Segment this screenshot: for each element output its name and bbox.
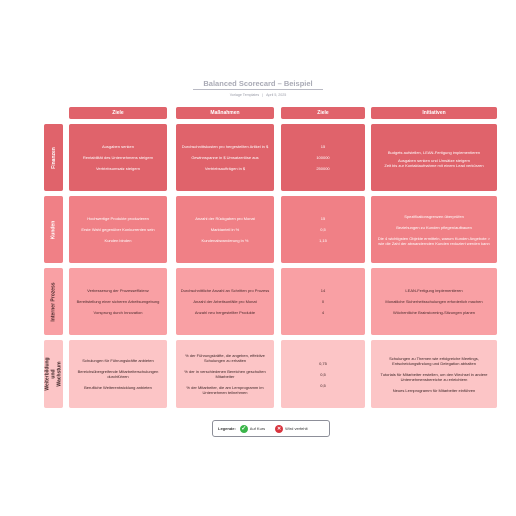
page-title: Balanced Scorecard – Beispiel [193, 79, 322, 90]
list-item: Vertriebsumsatz steigern [95, 166, 141, 171]
title-block [0, 73, 516, 97]
list-item: Ausgaben senken und Umsätze steigern [397, 158, 471, 163]
list-item: Anzahl der Arbeitsunfälle pro Monat [193, 299, 257, 304]
cell-intern-massnahmen [176, 268, 274, 335]
list-item: % der Mitarbeiter, die am Lernprogramm im Unternehmen teilnehmen [186, 385, 264, 395]
list-item: % der Führungskräfte, die angeben, effektive Schulungen zu erhalten [185, 353, 265, 363]
header-massnahmen: Maßnahmen [176, 107, 274, 119]
cell-kunden-massnahmen [176, 196, 274, 263]
list-item: Ausgaben senken [101, 144, 135, 149]
list-item: Monatliche Sicherheitsschulungen erforderlich machen [385, 299, 483, 304]
cell-finanzen-massnahmen [176, 124, 274, 191]
cell-intern-initiativen [371, 268, 497, 335]
list-item: 15 [320, 144, 326, 149]
list-item: 0,5 [320, 227, 326, 232]
list-item: Kundenabwanderung in % [201, 238, 249, 243]
row-label-text: Weiterbildung und Wachstum [44, 357, 63, 391]
list-item: Spezifikationsgrenzen überprüfen [404, 213, 464, 219]
list-item: Zeit bis zur Kontaktaufnahme mit einem Lead verkürzen [384, 163, 484, 168]
list-item: Anzahl der Rückgaben pro Monat [195, 216, 255, 221]
cell-wachstum-initiativen [371, 340, 497, 408]
list-item: Gewinnspanne in $ Umsatzerlöse aus [191, 155, 259, 160]
list-item: Vorsprung durch Innovation [93, 310, 143, 315]
list-item: Verbesserung der Prozesseffizienz [87, 288, 149, 293]
cell-intern-werte [281, 268, 365, 335]
cell-wachstum-massnahmen [176, 340, 274, 408]
legend-off-track: Wird verfehlt [285, 426, 308, 431]
row-label-text: Finanzen [50, 146, 57, 169]
list-item: Hochwertige Produkte produzieren [87, 216, 149, 221]
list-item: Schulungen für Führungskräfte anbieten [82, 358, 154, 363]
list-item: Vertriebsaufträgen in $ [204, 166, 246, 171]
legend-on-track: Auf Kurs [249, 426, 266, 431]
list-item: Durchschnittskosten pro hergestellten Artikel in $ [181, 144, 269, 149]
cell-finanzen-werte [281, 124, 365, 191]
cell-intern-ziele [69, 268, 167, 335]
list-item: 100000 [316, 155, 330, 160]
list-item: Budgets aufstellen, LEAN-Fertigung implementieren [387, 150, 481, 155]
list-item: 14 [320, 288, 326, 293]
list-item: % der in verschiedenen Bereichen geschulten Mitarbeiter [184, 369, 266, 379]
list-item: 15 [320, 216, 326, 221]
cell-finanzen-initiativen [371, 124, 497, 191]
cell-wachstum-werte [281, 340, 365, 408]
header-initiativen: Initiativen [371, 107, 497, 119]
list-item: Die 4 wichtigsten Objekte ermitteln, warum Kunden Angebote > wie die Zahl der abwandernden Kunden reduziert werden kann [377, 235, 491, 246]
legend-label: Legende: [218, 426, 236, 431]
cell-wachstum-ziele [69, 340, 167, 408]
list-item: 250000 [316, 166, 330, 171]
list-item: Tutorials für Mitarbeiter erstellen, um den Wechsel in andere Unternehmensbereiche zu erleichtern [380, 371, 488, 382]
list-item: Durchschnittliche Anzahl an Schritten pro Prozess [180, 288, 270, 293]
cell-kunden-ziele [69, 196, 167, 263]
list-item: Marktanteil in % [210, 227, 240, 232]
author-label: Vorlage Templates [229, 93, 260, 97]
list-item: Erste Wahl gegenüber Konkurrenten sein [81, 227, 155, 232]
subtitle: Vorlage Templates | April 5, 2025 [229, 93, 287, 97]
cell-finanzen-ziele [69, 124, 167, 191]
list-item: Beziehungen zu Kunden pflegen/aufbauen [396, 224, 472, 230]
row-label-interner-prozess [44, 268, 63, 335]
list-item: 4 [321, 310, 325, 315]
row-label-finanzen [44, 124, 63, 191]
list-item: Kunden binden [104, 238, 132, 243]
list-item: Bereichsübergreifende Mitarbeiterschulungen durchführen [77, 369, 159, 379]
check-circle-icon: ✓ [241, 425, 247, 432]
list-item: 0,75 [319, 360, 327, 366]
list-item: Anzahl neu hergestellter Produkte [194, 310, 256, 315]
list-item: Neues Lernprogramm für Mitarbeiter einführen [392, 387, 476, 393]
list-item: 1,15 [319, 238, 327, 243]
cell-kunden-initiativen [371, 196, 497, 263]
list-item: 0,5 [320, 382, 326, 388]
x-circle-icon: ✕ [277, 425, 282, 432]
date-label: April 5, 2025 [266, 93, 287, 97]
list-item: LEAN-Fertigung implementieren [405, 288, 463, 293]
row-label-text: Interner Prozess [50, 281, 57, 322]
row-label-text: Kunden [50, 220, 57, 239]
row-label-kunden [44, 196, 63, 263]
list-item: 0,5 [320, 371, 326, 377]
list-item: 0 [321, 299, 325, 304]
list-item: Rentabilität des Unternehmens steigern [82, 155, 154, 160]
row-label-weiterbildung [44, 340, 63, 408]
list-item: Berufliche Weiterentwicklung anbieten [84, 385, 152, 390]
list-item: Schulungen zu Themen wie erfolgreiche Meetings, Entscheidungsfindung und Delegation abhalten [389, 355, 479, 366]
list-item: Bereitstellung einer sicheren Arbeitsumgebung [76, 299, 160, 304]
header-zielwerte: Ziele [281, 107, 365, 119]
legend [212, 420, 330, 437]
cell-kunden-werte [281, 196, 365, 263]
list-item: Wöchentliche Brainstorming-Sitzungen planen [392, 310, 476, 315]
header-ziele: Ziele [69, 107, 167, 119]
